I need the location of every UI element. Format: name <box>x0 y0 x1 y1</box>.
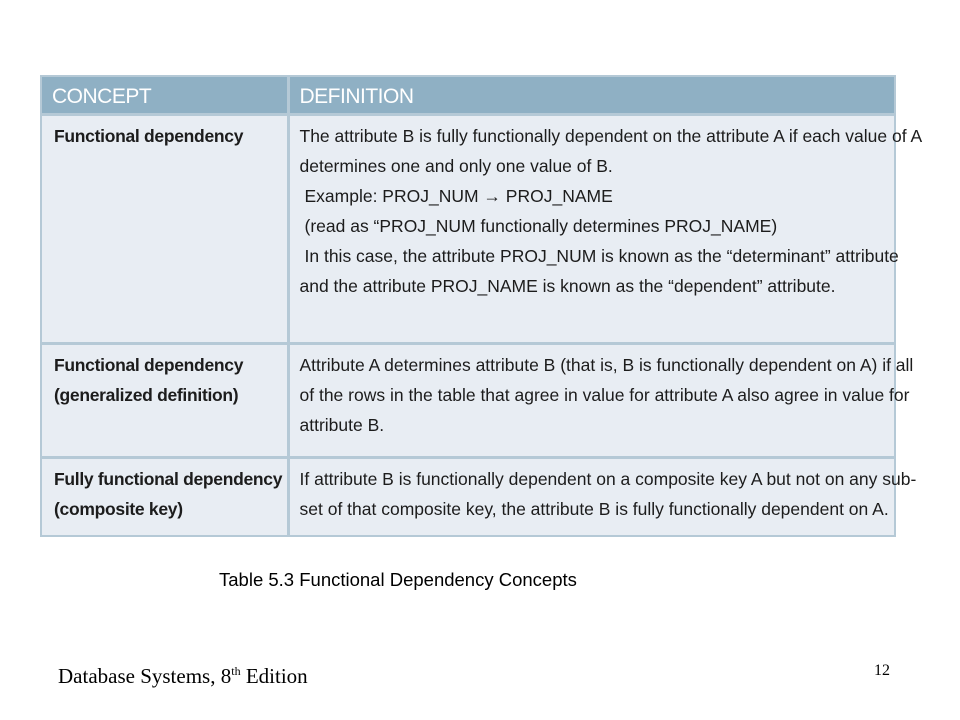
footer-book-title <box>58 664 308 689</box>
concept-cell <box>42 458 288 536</box>
definition-line: In this case, the attribute PROJ_NUM is known as the “determinant” attribute <box>304 246 899 266</box>
concept-text: Fully functional dependency <box>54 469 283 489</box>
concept-cell <box>42 115 288 344</box>
concept-text: Functional dependency <box>54 355 244 375</box>
definition-line: The attribute B is fully functionally dependent on the attribute A if each value of A <box>299 126 923 146</box>
definition-line: If attribute B is functionally dependent on a composite key A but not on any sub- <box>299 469 917 489</box>
table-row <box>42 344 894 458</box>
concept-text: (composite key) <box>54 499 183 519</box>
footer-title-rest: Edition <box>240 664 308 688</box>
concept-text: (generalized definition) <box>54 385 239 405</box>
table-header-row <box>42 77 894 115</box>
definition-line: determines one and only one value of B. <box>299 156 613 176</box>
table-row <box>42 115 894 344</box>
table-caption: Table 5.3 Functional Dependency Concepts <box>219 569 577 590</box>
concept-cell <box>42 344 288 458</box>
table-row <box>42 458 894 536</box>
definition-line: Attribute A determines attribute B (that is, B is functionally dependent on A) if all <box>299 355 914 375</box>
definition-line: (read as “PROJ_NUM functionally determines PROJ_NAME) <box>304 216 778 236</box>
definition-cell <box>288 458 917 536</box>
header-definition: DEFINITION <box>288 77 894 115</box>
definition-line: attribute B. <box>299 415 385 435</box>
footer-title-main: Database Systems, 8 <box>58 664 232 688</box>
concept-table-container <box>40 75 923 537</box>
definition-line: Example: PROJ_NUM → PROJ_NAME <box>304 186 613 206</box>
footer-title-superscript: th <box>231 664 241 678</box>
definition-cell <box>288 115 923 344</box>
definition-line: set of that composite key, the attribute B is fully functionally dependent on A. <box>299 499 889 519</box>
definition-line: of the rows in the table that agree in value for attribute A also agree in value for <box>299 385 910 405</box>
page-number: 12 <box>874 662 890 679</box>
concept-text: Functional dependency <box>54 126 244 146</box>
definition-line: and the attribute PROJ_NAME is known as the “dependent” attribute. <box>299 276 836 296</box>
definition-cell <box>288 344 914 458</box>
concept-table <box>42 77 923 535</box>
header-concept: CONCEPT <box>42 77 288 115</box>
